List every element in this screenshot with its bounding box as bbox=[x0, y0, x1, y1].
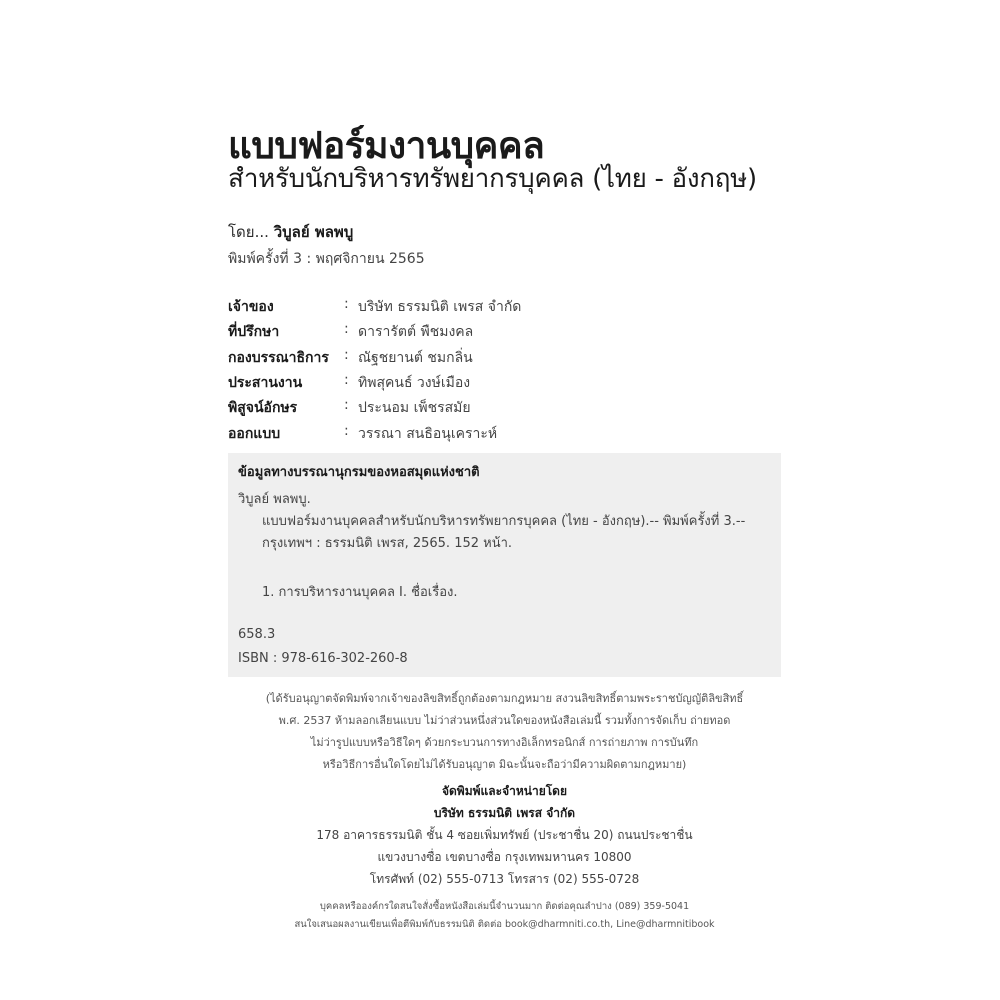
credit-role: ออกแบบ bbox=[228, 426, 281, 442]
publisher-address-line: 178 อาคารธรรมนิติ ชั้น 4 ซอยเพิ่มทรัพย์ (ประชาชื่น 20) ถนนประชาชื่น bbox=[316, 828, 693, 842]
catalog-classification: 658.3 bbox=[238, 627, 276, 642]
credit-separator: : bbox=[344, 397, 349, 413]
author-line bbox=[228, 220, 353, 244]
credit-role: กองบรรณาธิการ bbox=[228, 350, 329, 366]
by-prefix: โดย... bbox=[228, 223, 269, 241]
notice-line: หรือวิธีการอื่นใดโดยไม่ได้รับอนุญาต มิฉะนั้นจะถือว่ามีความผิดตามกฎหมาย) bbox=[322, 758, 687, 771]
credit-name: ดารารัตต์ พืชมงคล bbox=[358, 324, 474, 340]
book-title: แบบฟอร์มงานบุคคล bbox=[228, 124, 545, 167]
copyright-notice bbox=[228, 688, 781, 776]
publisher-address-line: แขวงบางซื่อ เขตบางซื่อ กรุงเทพมหานคร 10800 bbox=[377, 850, 632, 864]
cataloging-box bbox=[228, 453, 781, 677]
contact-block bbox=[228, 898, 781, 934]
credit-name: วรรณา สนธิอนุเคราะห์ bbox=[358, 426, 498, 442]
credit-separator: : bbox=[344, 372, 349, 388]
notice-line: (ได้รับอนุญาตจัดพิมพ์จากเจ้าของลิขสิทธิ์ถูกต้องตามกฎหมาย สงวนลิขสิทธิ์ตามพระราชบัญญัติลิขสิทธิ์ bbox=[265, 692, 744, 705]
contact-line: บุคคลหรือองค์กรใดสนใจสั่งซื้อหนังสือเล่มนี้จำนวนมาก ติดต่อคุณลำปาง (089) 359-5041 bbox=[319, 901, 690, 912]
catalog-isbn: ISBN : 978-616-302-260-8 bbox=[238, 651, 408, 666]
author-name: วิบูลย์ พลพบู bbox=[273, 223, 354, 241]
notice-line: ไม่ว่ารูปแบบหรือวิธีใดๆ ด้วยกระบวนการทางอิเล็กทรอนิกส์ การถ่ายภาพ การบันทึก bbox=[310, 736, 699, 749]
publisher-block bbox=[228, 780, 781, 890]
credit-role: ที่ปรึกษา bbox=[228, 324, 280, 340]
credit-separator: : bbox=[344, 296, 349, 312]
credit-separator: : bbox=[344, 321, 349, 337]
credit-role: ประสานงาน bbox=[228, 375, 303, 391]
credit-separator: : bbox=[344, 347, 349, 363]
catalog-heading: ข้อมูลทางบรรณานุกรมของหอสมุดแห่งชาติ bbox=[238, 465, 480, 480]
catalog-publication: กรุงเทพฯ : ธรรมนิติ เพรส, 2565. 152 หน้า. bbox=[262, 536, 513, 551]
catalog-author: วิบูลย์ พลพบู. bbox=[238, 492, 311, 507]
credit-role: เจ้าของ bbox=[228, 299, 274, 315]
publisher-company: บริษัท ธรรมนิติ เพรส จำกัด bbox=[433, 806, 576, 820]
credit-name: บริษัท ธรรมนิติ เพรส จำกัด bbox=[358, 299, 522, 315]
catalog-subject: 1. การบริหารงานบุคคล I. ชื่อเรื่อง. bbox=[262, 585, 458, 600]
credit-name: ทิพสุคนธ์ วงษ์เมือง bbox=[358, 375, 471, 391]
publisher-label: จัดพิมพ์และจำหน่ายโดย bbox=[441, 784, 567, 798]
credit-separator: : bbox=[344, 423, 349, 439]
notice-line: พ.ศ. 2537 ห้ามลอกเลียนแบบ ไม่ว่าส่วนหนึ่งส่วนใดของหนังสือเล่มนี้ รวมทั้งการจัดเก็บ ถ่ายทอด bbox=[278, 714, 731, 727]
book-subtitle: สำหรับนักบริหารทรัพยากรบุคคล (ไทย - อังกฤษ) bbox=[228, 164, 757, 194]
credit-name: ประนอม เพ็ชรสมัย bbox=[358, 400, 471, 416]
catalog-title: แบบฟอร์มงานบุคคลสำหรับนักบริหารทรัพยากรบุคคล (ไทย - อังกฤษ).-- พิมพ์ครั้งที่ 3.-- bbox=[262, 514, 746, 529]
edition-line: พิมพ์ครั้งที่ 3 : พฤศจิกายน 2565 bbox=[228, 251, 425, 267]
credit-name: ณัฐชยานต์ ชมกลิ่น bbox=[358, 350, 473, 366]
publisher-phone: โทรศัพท์ (02) 555-0713 โทรสาร (02) 555-0728 bbox=[369, 872, 640, 886]
contact-line: สนใจเสนอผลงานเขียนเพื่อตีพิมพ์กับธรรมนิติ ติดต่อ book@dharmniti.co.th, Line@dharmnitibook bbox=[294, 919, 715, 930]
credit-role: พิสูจน์อักษร bbox=[228, 400, 298, 416]
